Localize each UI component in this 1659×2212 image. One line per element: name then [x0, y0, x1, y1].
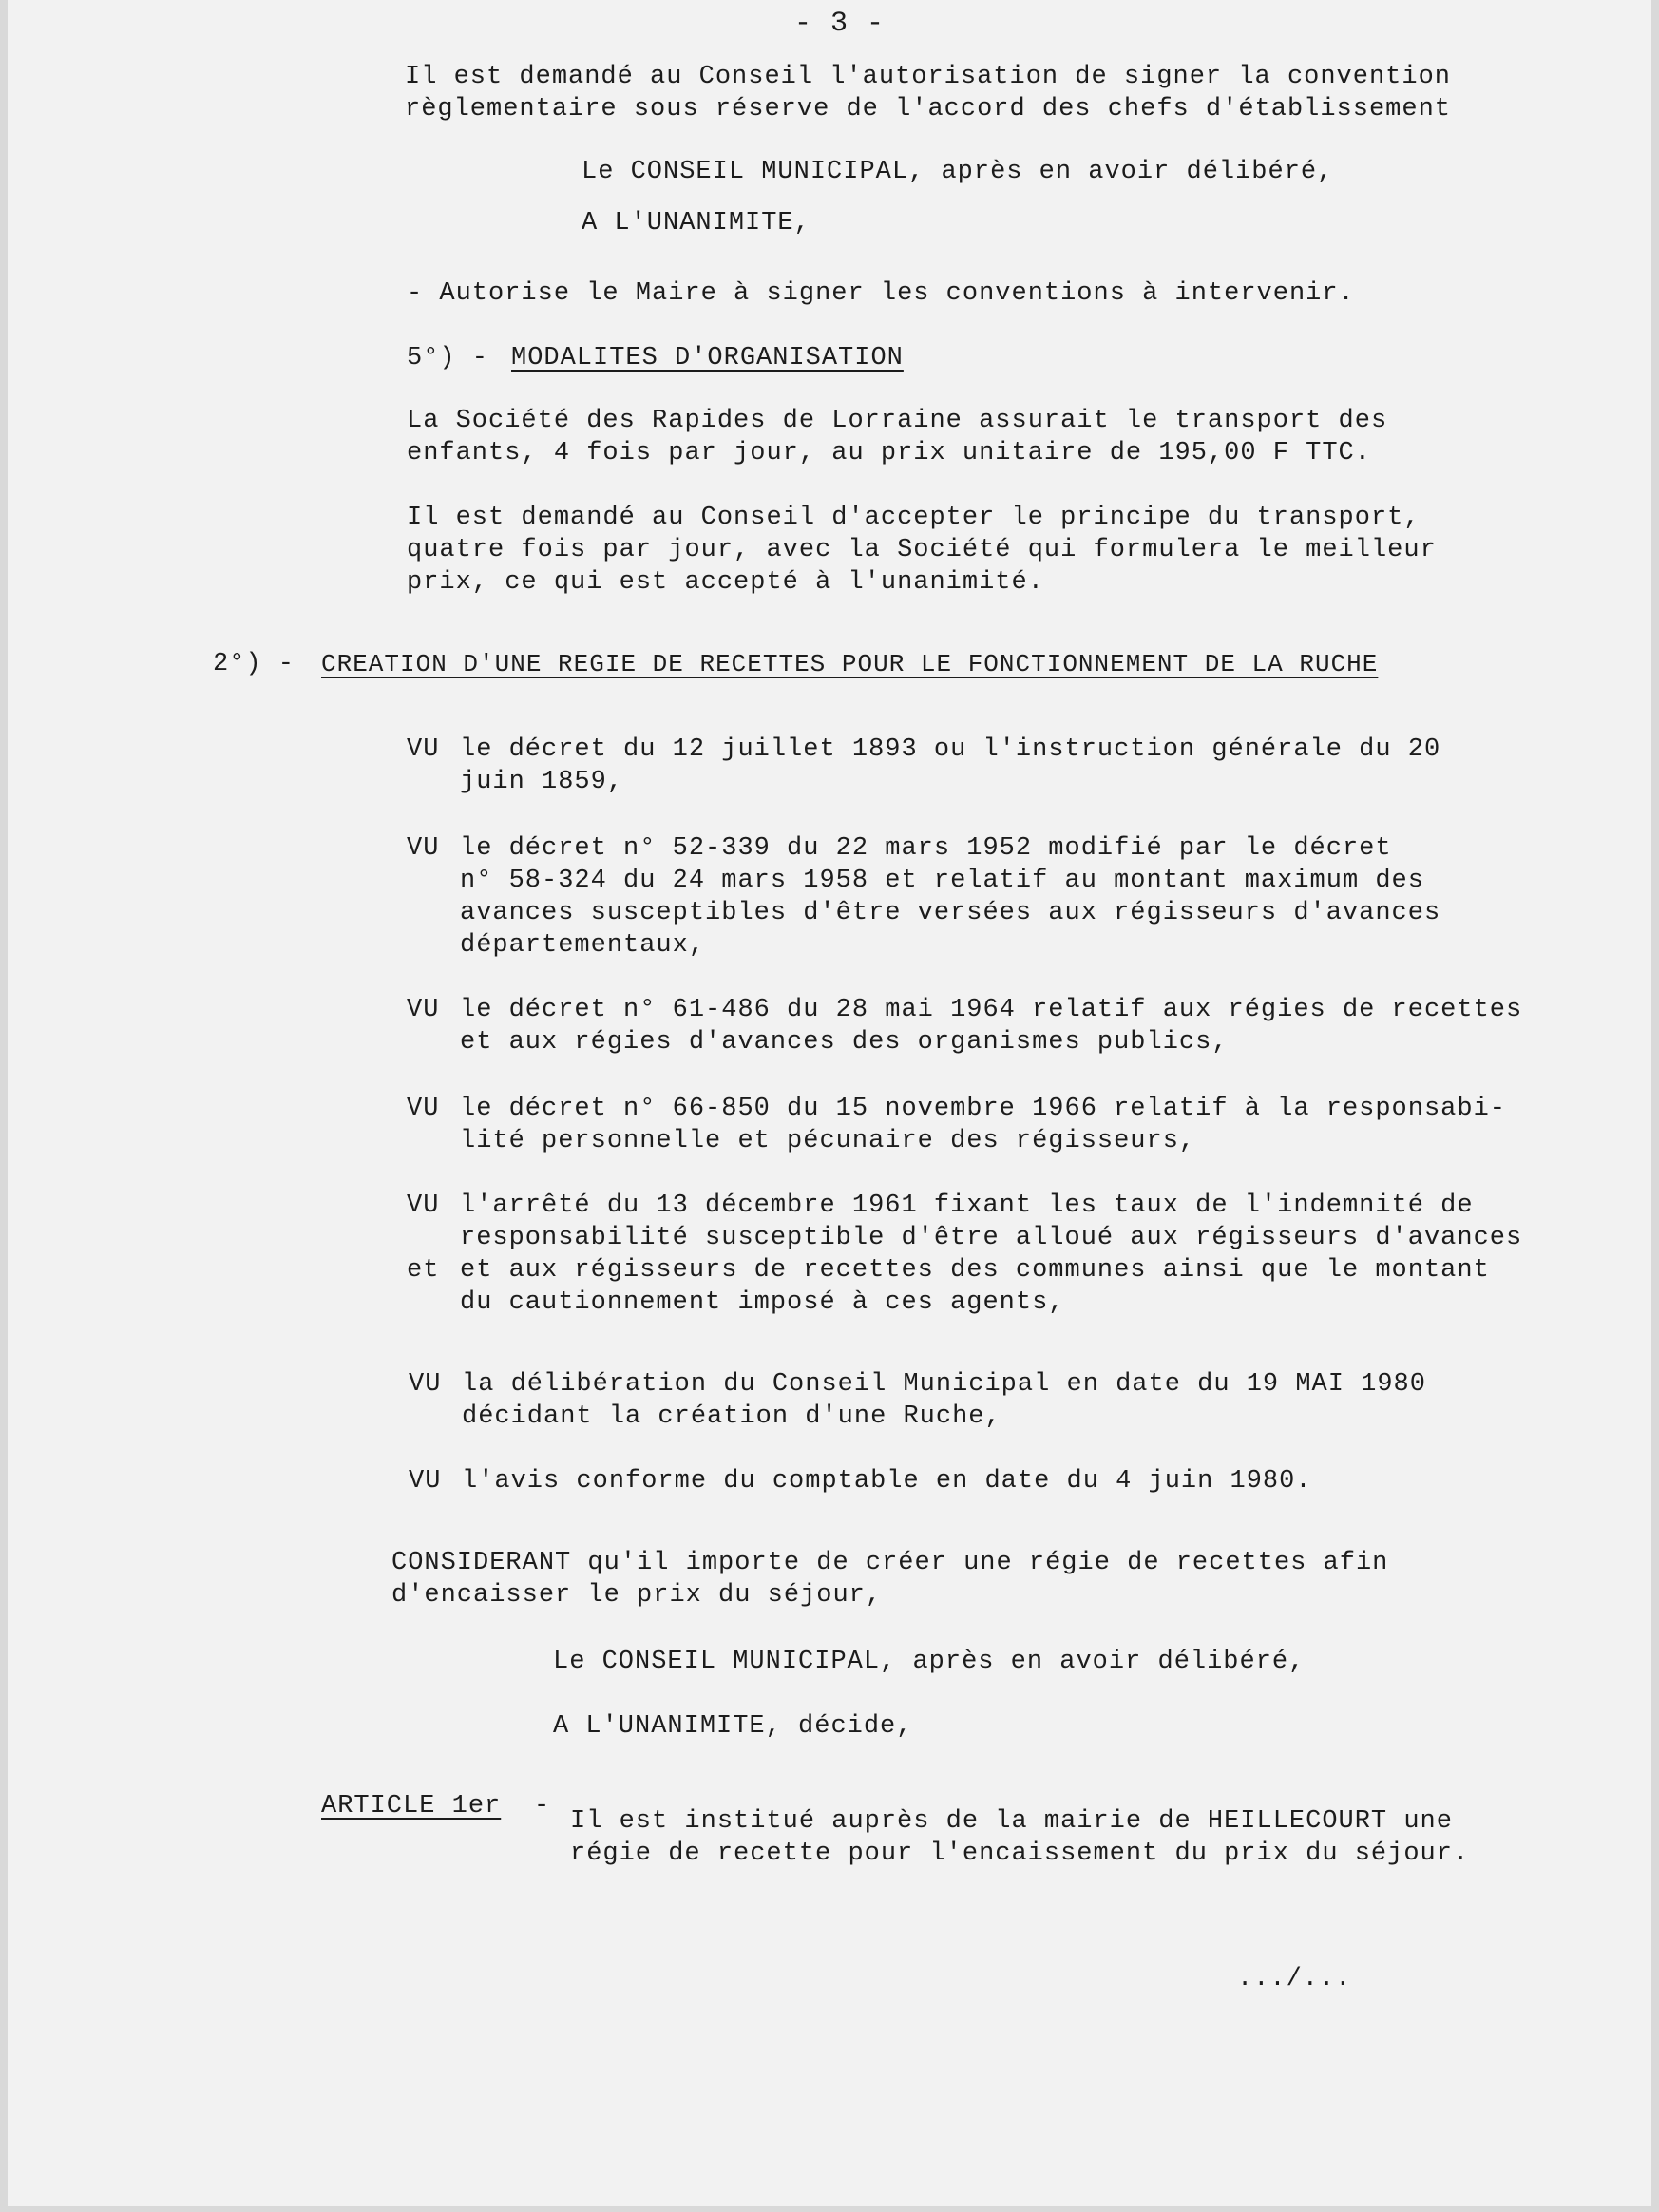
article-1-label: ARTICLE 1er [321, 1792, 502, 1821]
considerant-line-1: CONSIDERANT qu'il importe de créer une régie de recettes afin [391, 1549, 1389, 1577]
section-5-heading: MODALITES D'ORGANISATION [511, 344, 904, 372]
vu-5-line-4: du cautionnement imposé à ces agents, [460, 1288, 1065, 1317]
vu-2-line-3: avances susceptibles d'être versées aux régisseurs d'avances [460, 899, 1441, 927]
vu-prefix: VU [407, 834, 440, 863]
vu-5-line-2: responsabilité susceptible d'être alloué aux régisseurs d'avances [460, 1224, 1523, 1252]
intro-line-1: Il est demandé au Conseil l'autorisation de signer la convention [405, 63, 1451, 91]
section-5-para2-line1: Il est demandé au Conseil d'accepter le principe du transport, [407, 504, 1421, 532]
vu-prefix: VU [409, 1467, 442, 1496]
vu-prefix: VU [407, 1095, 440, 1123]
article-1-line-2: régie de recette pour l'encaissement du prix du séjour. [570, 1840, 1470, 1868]
continuation-mark: .../... [1237, 1965, 1352, 1993]
vu-1-line-2: juin 1859, [460, 768, 624, 796]
vu-4-line-1: le décret n° 66-850 du 15 novembre 1966 relatif à la responsabi- [460, 1095, 1506, 1123]
vu-3-line-1: le décret n° 61-486 du 28 mai 1964 relatif aux régies de recettes [460, 996, 1523, 1024]
page-number: - 3 - [794, 8, 886, 40]
vu-5-line-1: l'arrêté du 13 décembre 1961 fixant les taux de l'indemnité de [460, 1192, 1474, 1220]
section-5-para2-line3: prix, ce qui est accepté à l'unanimité. [407, 568, 1044, 597]
section-5-para2-line2: quatre fois par jour, avec la Société qui formulera le meilleur [407, 536, 1437, 564]
intro-line-2: règlementaire sous réserve de l'accord des chefs d'établissement [405, 95, 1451, 124]
unanimity-statement: A L'UNANIMITE, [582, 209, 810, 238]
vu-prefix: VU [407, 1192, 440, 1220]
section-2-number: 2°) - [213, 650, 296, 678]
section-2-heading: CREATION D'UNE REGIE DE RECETTES POUR LE FONCTIONNEMENT DE LA RUCHE [321, 650, 1379, 678]
vu-2-line-4: départementaux, [460, 931, 706, 960]
vu-prefix: VU [407, 996, 440, 1024]
vu-5-line-3: et aux régisseurs de recettes des communes ainsi que le montant [460, 1256, 1490, 1285]
council-deliberation: Le CONSEIL MUNICIPAL, après en avoir délibéré, [582, 158, 1334, 186]
unanimity-decision: A L'UNANIMITE, décide, [553, 1712, 913, 1741]
vu-6-line-1: la délibération du Conseil Municipal en date du 19 MAI 1980 [462, 1370, 1426, 1399]
vu-3-line-2: et aux régies d'avances des organismes publics, [460, 1028, 1229, 1057]
document-page [8, 0, 1651, 2206]
authorisation-statement: - Autorise le Maire à signer les conventions à intervenir. [407, 279, 1355, 308]
vu-prefix: VU [409, 1370, 442, 1399]
vu-5-second-prefix: et [407, 1256, 440, 1285]
article-1-dash: - [534, 1792, 551, 1821]
article-1-line-1: Il est institué auprès de la mairie de HEILLECOURT une [570, 1807, 1453, 1836]
vu-1-line-1: le décret du 12 juillet 1893 ou l'instruction générale du 20 [460, 735, 1441, 764]
section-5-para1-line2: enfants, 4 fois par jour, au prix unitaire de 195,00 F TTC. [407, 439, 1371, 467]
vu-7-line-1: l'avis conforme du comptable en date du 4 juin 1980. [462, 1467, 1312, 1496]
council-deliberation-2: Le CONSEIL MUNICIPAL, après en avoir délibéré, [553, 1648, 1306, 1676]
vu-6-line-2: décidant la création d'une Ruche, [462, 1402, 1001, 1431]
considerant-line-2: d'encaisser le prix du séjour, [391, 1581, 883, 1610]
section-5-para1-line1: La Société des Rapides de Lorraine assurait le transport des [407, 407, 1388, 435]
vu-prefix: VU [407, 735, 440, 764]
vu-4-line-2: lité personnelle et pécunaire des régisseurs, [460, 1127, 1196, 1155]
section-5-number: 5°) - [407, 344, 489, 372]
vu-2-line-2: n° 58-324 du 24 mars 1958 et relatif au montant maximum des [460, 867, 1424, 895]
vu-2-line-1: le décret n° 52-339 du 22 mars 1952 modifié par le décret [460, 834, 1392, 863]
